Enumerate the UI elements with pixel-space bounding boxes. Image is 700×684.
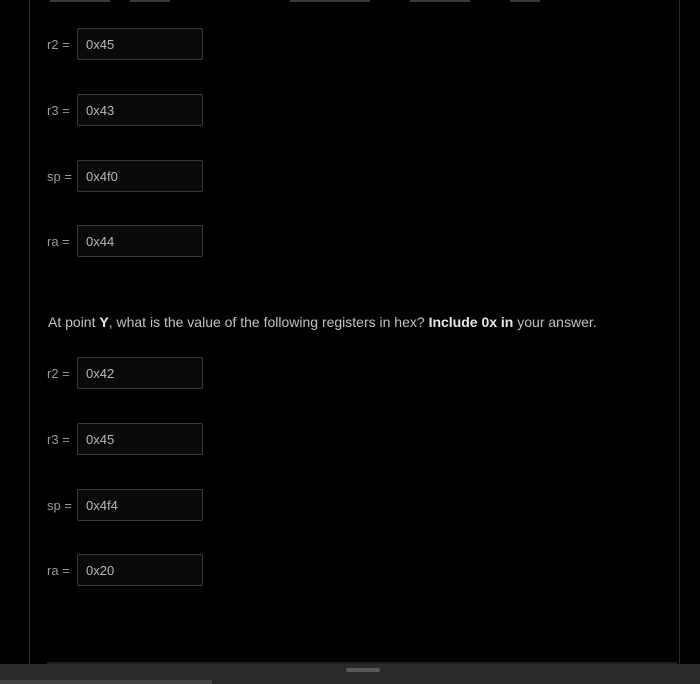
- cut-off-text-above: [30, 0, 679, 3]
- register-label: ra =: [47, 562, 70, 578]
- r2-answer-input[interactable]: [77, 28, 203, 60]
- question-suffix: your answer.: [513, 314, 597, 330]
- question-text: [48, 314, 597, 330]
- r3-answer-input[interactable]: [77, 94, 203, 126]
- input-value: 0x20: [86, 562, 115, 578]
- register-label: sp =: [47, 497, 72, 513]
- register-row-r2-first: [47, 27, 203, 61]
- content-left-border: [29, 0, 30, 664]
- ra-answer-input[interactable]: [77, 225, 203, 257]
- register-label: r2 =: [47, 365, 70, 381]
- question-middle: , what is the value of the following registers in hex?: [108, 314, 429, 330]
- ra-answer-input[interactable]: [77, 554, 203, 586]
- r2-answer-input[interactable]: [77, 357, 203, 389]
- register-label: sp =: [47, 168, 72, 184]
- scroll-handle[interactable]: [346, 668, 380, 672]
- register-row-sp-first: [47, 159, 203, 193]
- register-row-sp-second: [47, 488, 203, 522]
- question-point: Y: [99, 314, 109, 330]
- register-row-ra-second: [47, 553, 203, 587]
- input-value: 0x43: [86, 102, 115, 118]
- register-row-ra-first: [47, 224, 203, 258]
- input-value: 0x45: [86, 431, 115, 447]
- register-label: ra =: [47, 233, 70, 249]
- sp-answer-input[interactable]: [77, 489, 203, 521]
- input-value: 0x45: [86, 36, 115, 52]
- progress-strip: [0, 680, 212, 684]
- r3-answer-input[interactable]: [77, 423, 203, 455]
- register-label: r2 =: [47, 36, 70, 52]
- register-label: r3 =: [47, 431, 70, 447]
- register-row-r2-second: [47, 356, 203, 390]
- sp-answer-input[interactable]: [77, 160, 203, 192]
- input-value: 0x4f4: [86, 497, 118, 513]
- register-label: r3 =: [47, 102, 70, 118]
- input-value: 0x42: [86, 365, 115, 381]
- input-value: 0x4f0: [86, 168, 118, 184]
- question-prefix: At point: [48, 314, 100, 330]
- register-row-r3-second: [47, 422, 203, 456]
- register-row-r3-first: [47, 93, 203, 127]
- input-value: 0x44: [86, 233, 115, 249]
- content-right-border: [679, 0, 680, 664]
- question-emphasis: Include 0x in: [428, 314, 514, 330]
